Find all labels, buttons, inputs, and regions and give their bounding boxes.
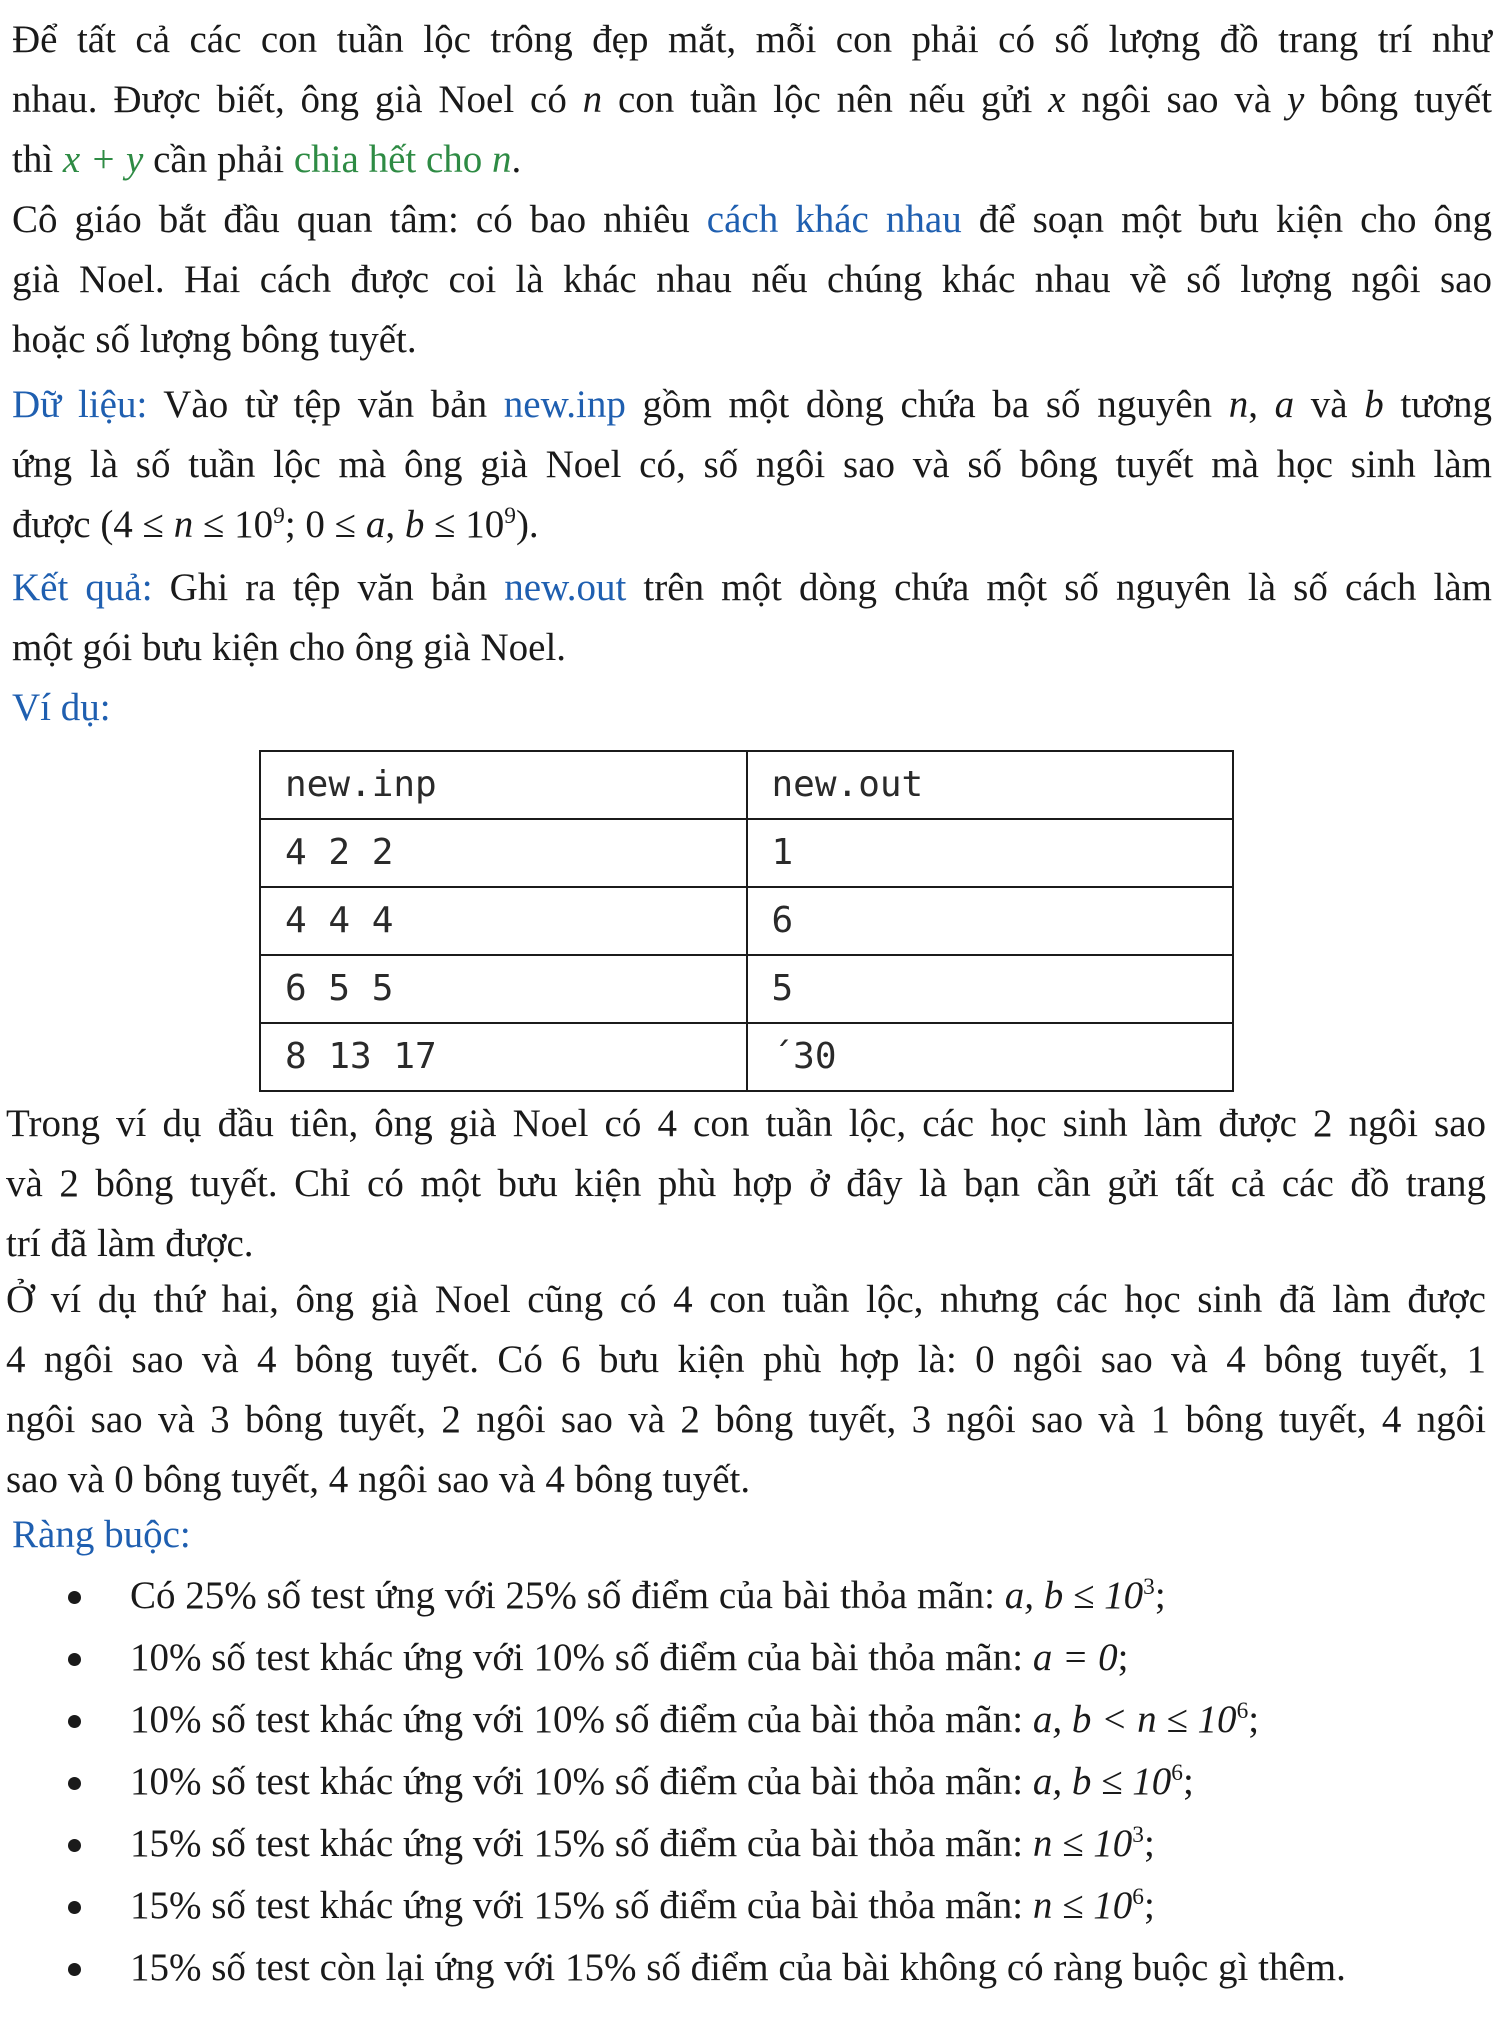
- question-line-3: hoặc số lượng bông tuyết.: [12, 318, 417, 361]
- intro-line-1: Để tất cả các con tuần lộc trông đẹp mắt, mỗi con phải có số lượng đồ trang trí như: [12, 18, 1492, 61]
- table-cell: 5: [747, 955, 1234, 1023]
- constraints-list: [0, 1565, 1480, 1999]
- question-line-2: già Noel. Hai cách được coi là khác nhau nếu chúng khác nhau về số lượng ngôi sao: [12, 258, 1492, 301]
- output-filename: new.out: [504, 566, 627, 609]
- output-heading: Kết quả:: [12, 566, 153, 609]
- table-header-cell: new.out: [747, 751, 1234, 819]
- bullet-icon: [68, 1839, 81, 1852]
- table-cell: 4 4 4: [260, 887, 747, 955]
- table-row: [260, 887, 1233, 955]
- input-line-3: được ($4 \le n \le 10^9$; 0 ≤ a, $b \le 10^9$).: [12, 503, 539, 546]
- list-item: 10% số test khác ứng với 10% số điểm của bài thỏa mãn: a = 0;: [0, 1627, 1480, 1689]
- list-item: 10% số test khác ứng với 10% số điểm của bài thỏa mãn: a, $b \le 10^6$;: [0, 1751, 1480, 1813]
- input-line-1: Dữ liệu: Vào từ tệp văn bản new.inp gồm một dòng chứa ba số nguyên n, a và b tương: [12, 383, 1493, 426]
- table-row: [260, 1023, 1233, 1091]
- example-heading-block: [12, 678, 1492, 738]
- bullet-icon: [68, 1653, 81, 1666]
- divisibility-highlight: chia hết cho: [293, 138, 493, 181]
- bullet-icon: [68, 1963, 81, 1976]
- table-header-row: [260, 751, 1233, 819]
- list-item: 15% số test khác ứng với 15% số điểm của bài thỏa mãn: $n \le 10^6$;: [0, 1875, 1480, 1937]
- list-item: Có 25% số test ứng với 25% số điểm của bài thỏa mãn: a, $b \le 10^3$;: [0, 1565, 1480, 1627]
- output-line-1: Kết quả: Ghi ra tệp văn bản new.out trên một dòng chứa một số nguyên là số cách làm: [12, 566, 1492, 609]
- explain2-line-2: 4 ngôi sao và 4 bông tuyết. Có 6 bưu kiện phù hợp là: 0 ngôi sao và 4 bông tuyết, 1: [6, 1338, 1486, 1381]
- input-section: [12, 375, 1492, 555]
- explain1-line-2: và 2 bông tuyết. Chỉ có một bưu kiện phù hợp ở đây là bạn cần gửi tất cả các đồ trang: [6, 1162, 1486, 1205]
- table-cell: 8 13 17: [260, 1023, 747, 1091]
- question-paragraph: [12, 190, 1492, 370]
- intro-paragraph: [12, 10, 1492, 190]
- table-cell: 6: [747, 887, 1234, 955]
- table-header-cell: new.inp: [260, 751, 747, 819]
- list-item: 15% số test còn lại ứng với 15% số điểm của bài không có ràng buộc gì thêm.: [0, 1937, 1480, 1999]
- intro-line-2: nhau. Được biết, ông già Noel có n con tuần lộc nên nếu gửi x ngôi sao và y bông tuyết: [12, 78, 1492, 121]
- table-cell: 4 2 2: [260, 819, 747, 887]
- table-row: [260, 819, 1233, 887]
- explanation-second: [6, 1270, 1486, 1510]
- question-line-1: Cô giáo bắt đầu quan tâm: có bao nhiêu cách khác nhau để soạn một bưu kiện cho ông: [12, 198, 1492, 241]
- intro-line-3: thì x + y cần phải chia hết cho n.: [12, 138, 522, 181]
- bullet-icon: [68, 1715, 81, 1728]
- table-cell: 6 5 5: [260, 955, 747, 1023]
- input-line-2: ứng là số tuần lộc mà ông già Noel có, số ngôi sao và số bông tuyết mà học sinh làm: [12, 443, 1492, 486]
- constraints-heading: Ràng buộc:: [12, 1513, 191, 1556]
- bullet-icon: [68, 1777, 81, 1790]
- table-cell: 1: [747, 819, 1234, 887]
- explain2-line-1: Ở ví dụ thứ hai, ông già Noel cũng có 4 con tuần lộc, nhưng các học sinh đã làm được: [6, 1278, 1486, 1321]
- table-row: [260, 955, 1233, 1023]
- constraints-heading-block: [12, 1505, 1492, 1565]
- bullet-icon: [68, 1901, 81, 1914]
- bullet-icon: [68, 1591, 81, 1604]
- input-filename: new.inp: [503, 383, 626, 426]
- explain2-line-3: ngôi sao và 3 bông tuyết, 2 ngôi sao và 2 bông tuyết, 3 ngôi sao và 1 bông tuyết, 4 ngôi: [6, 1398, 1486, 1441]
- output-line-2: một gói bưu kiện cho ông già Noel.: [12, 626, 567, 669]
- explanation-first: [6, 1094, 1486, 1274]
- example-heading: Ví dụ:: [12, 686, 111, 729]
- input-heading: Dữ liệu:: [12, 383, 148, 426]
- table-cell: ´30: [747, 1023, 1234, 1091]
- example-table: [259, 750, 1234, 1092]
- output-section: [12, 558, 1492, 678]
- list-item: 15% số test khác ứng với 15% số điểm của bài thỏa mãn: $n \le 10^3$;: [0, 1813, 1480, 1875]
- explain2-line-4: sao và 0 bông tuyết, 4 ngôi sao và 4 bông tuyết.: [6, 1458, 751, 1501]
- list-item: 10% số test khác ứng với 10% số điểm của bài thỏa mãn: a, $b < n \le 10^6$;: [0, 1689, 1480, 1751]
- explain1-line-3: trí đã làm được.: [6, 1222, 254, 1265]
- explain1-line-1: Trong ví dụ đầu tiên, ông già Noel có 4 con tuần lộc, các học sinh làm được 2 ngôi sao: [6, 1102, 1486, 1145]
- different-ways-highlight: cách khác nhau: [706, 198, 962, 241]
